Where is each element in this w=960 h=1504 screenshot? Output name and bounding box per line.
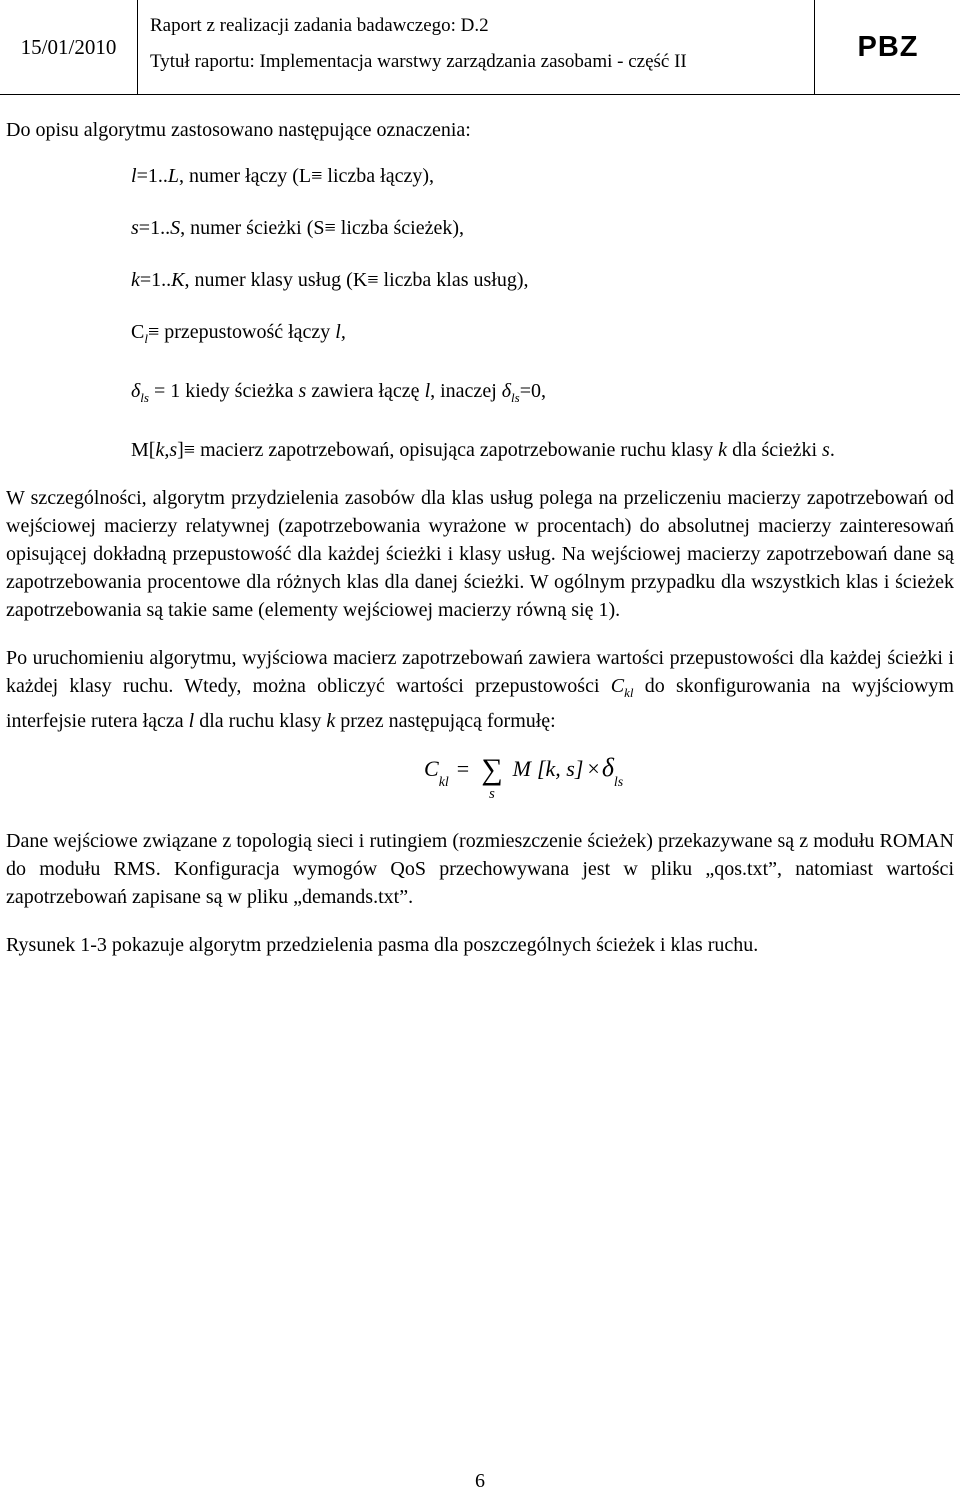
definitions-list (6, 162, 954, 464)
definition-l: l=1..L, numer łączy (L≡ liczba łączy), (131, 165, 434, 187)
header-title-line: Tytuł raportu: Implementacja warstwy zarządzania zasobami - część II (150, 51, 687, 72)
page-header (0, 0, 960, 94)
formula-m: M (512, 756, 531, 781)
sum-index: s (488, 786, 495, 802)
formula-lhs-sub: kl (438, 775, 449, 790)
paragraph-2: Po uruchomieniu algorytmu, wyjściowa macierz zapotrzebowań zawiera wartości przepustowości dla każdej ścieżki i każdej klasy ruchu. Wtedy, można obliczyć wartości przepustowości $C_{kl}$ do skonfigurowania na wyjściowym interfejsie rutera łącza l dla ruchu klasy k przez następującą formułę: (6, 647, 954, 732)
formula-args: [k, s] (536, 756, 584, 781)
definition-k: k=1..K, numer klasy usług (K≡ liczba klas usług), (131, 269, 529, 291)
paragraph-1: W szczególności, algorytm przydzielenia zasobów dla klas usług polega na przeliczeniu macierzy zapotrzebowań od wejściowej macierzy relatywnej (zapotrzebowania wyrażone w procentach) do absolutnej macierzy zainteresowań opisującej dokładną przepustowość dla każdej ścieżki i klasy usług. Na wejściowej macierzy zapotrzebowań dane są zapotrzebowania procentowe dla różnych klas dla danej ścieżki. W ogólnym przypadku dla wszystkich klas i ścieżek zapotrzebowania są takie same (elementy wejściowej macierzy równą się 1). (6, 487, 954, 621)
definition-delta: $\delta_{ls} = 1$ kiedy ścieżka s zawiera łączę l, inaczej $\delta_{ls}=0$, (131, 380, 546, 405)
sum-symbol: ∑ (481, 753, 503, 786)
definition-s: s=1..S, numer ścieżki (S≡ liczba ścieżek), (131, 217, 465, 239)
formula-lhs: C (424, 756, 439, 781)
header-titles (150, 8, 810, 80)
definition-capacity: $C_l\equiv$ przepustowość łączy l, (131, 321, 346, 346)
intro-text: Do opisu algorytmu zastosowano następujące oznaczenia: (6, 119, 471, 141)
definition-matrix: M[k,s]≡ macierz zapotrzebowań, opisująca zapotrzebowanie ruchu klasy k dla ścieżki s. (131, 439, 835, 461)
summation (481, 755, 502, 803)
header-date: 15/01/2010 (0, 0, 138, 94)
document-body (6, 116, 954, 979)
capacity-formula (6, 755, 954, 811)
page-number: 6 (475, 1470, 485, 1492)
formula-delta-sub: ls (613, 775, 624, 790)
pbz-logo: PBZ (814, 0, 960, 94)
header-report-line: Raport z realizacji zadania badawczego: D.2 (150, 15, 489, 36)
formula-delta: δ (601, 753, 614, 782)
paragraph-4: Rysunek 1-3 pokazuje algorytm przedzielenia pasma dla poszczególnych ścieżek i klas ruchu. (6, 934, 759, 956)
paragraph-3: Dane wejściowe związane z topologią sieci i rutingiem (rozmieszczenie ścieżek) przekazywane są z modułu ROMAN do modułu RMS. Konfiguracja wymogów QoS przechowywana jest w pliku „qos.txt”, natomiast wartości zapotrzebowań zapisane są w pliku „demands.txt”. (6, 830, 954, 908)
formula-equals: = (456, 756, 470, 781)
formula-times: × (587, 756, 600, 781)
header-divider (0, 94, 960, 95)
